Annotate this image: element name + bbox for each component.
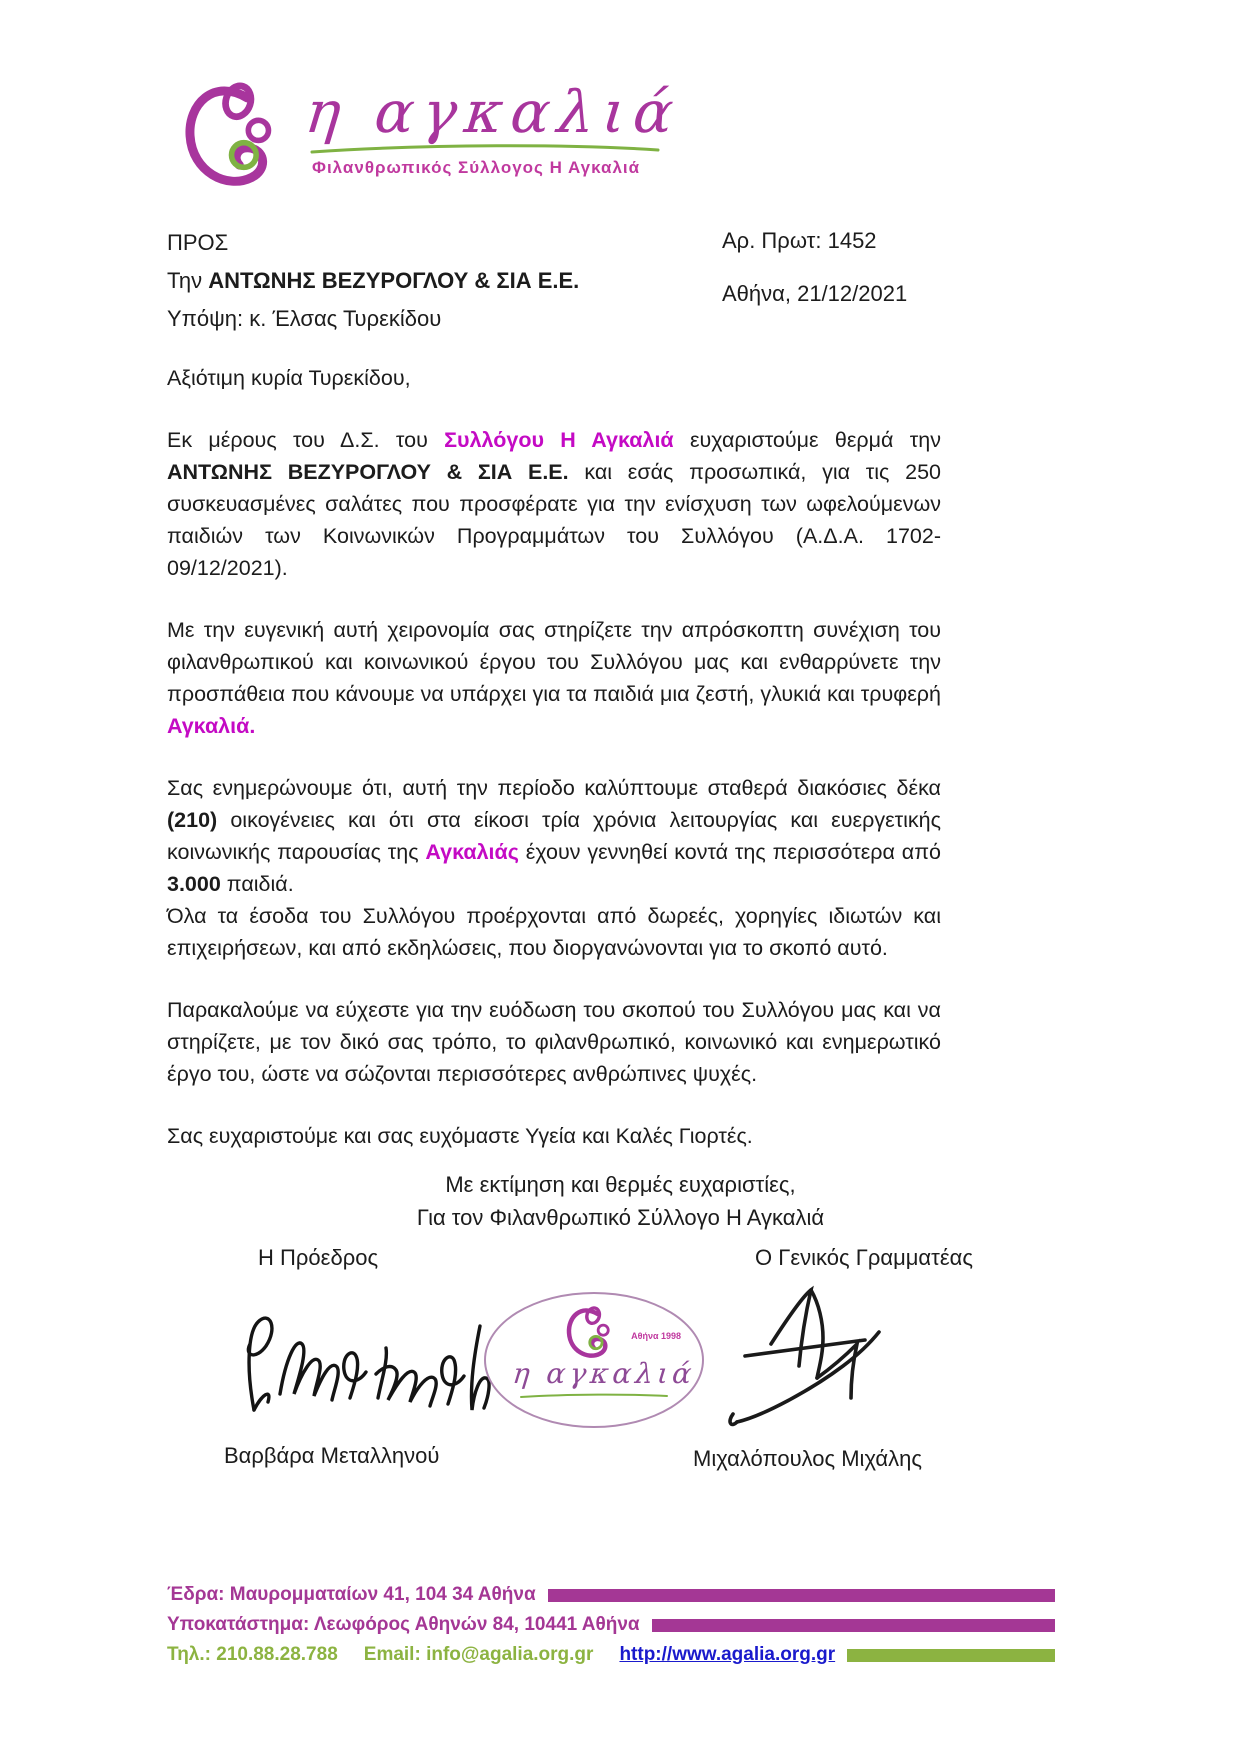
p2-seg0: Με την ευγενική αυτή χειρονομία σας στηρίζετε την απρόσκοπτη συνέχιση του φιλανθρωπικού και κοινωνικού έργου του Συλλόγου μας και ενθαρρύνετε την προσπάθεια που κάνουμε να υπάρχει για τα παιδιά μια ζεστή, γλυκιά και τρυφερή xyxy=(167,618,941,706)
hug-logo-icon xyxy=(172,80,300,192)
p3-210-bold: (210) xyxy=(167,808,218,832)
footer-branch-text: Υποκατάστημα: Λεωφόρος Αθηνών 84, 10441 Αθήνα xyxy=(167,1614,640,1635)
logo-green-underline xyxy=(310,142,660,156)
footer-line-hq xyxy=(167,1580,1055,1610)
p1-company-bold: ΑΝΤΩΝΗΣ ΒΕΖΥΡΟΓΛΟΥ & ΣΙΑ Ε.Ε. xyxy=(167,460,569,484)
closing-block xyxy=(0,1168,1241,1234)
protocol-number: Αρ. Πρωτ: 1452 xyxy=(722,228,877,253)
p3-agalia-highlight: Αγκαλιάς xyxy=(425,840,519,864)
footer-bar-magenta-1 xyxy=(548,1589,1055,1602)
city-date: Αθήνα, 21/12/2021 xyxy=(722,281,908,306)
footer-email-text: Email: info@agalia.org.gr xyxy=(363,1644,594,1665)
closing-line1: Με εκτίμηση και θερμές ευχαριστίες, xyxy=(445,1172,796,1197)
attention-line: Υπόψη: κ. Έλσας Τυρεκίδου xyxy=(167,306,442,331)
recipient-prefix: Την xyxy=(167,268,209,293)
stamp-small-text: Αθήνα 1998 xyxy=(631,1331,681,1341)
p3-seg6: παιδιά. xyxy=(220,872,294,896)
recipient-block xyxy=(167,224,579,338)
logo-text-block xyxy=(302,78,685,178)
closing-line2: Για τον Φιλανθρωπικό Σύλλογο Η Αγκαλιά xyxy=(416,1205,825,1230)
stamp-hug-icon xyxy=(561,1305,623,1361)
footer-line-contact xyxy=(167,1640,1055,1670)
paragraph-wishes: Σας ευχαριστούμε και σας ευχόμαστε Υγεία και Καλές Γιορτές. xyxy=(167,1124,753,1148)
recipient-line xyxy=(167,262,579,300)
recipient-name: ΑΝΤΩΝΗΣ ΒΕΖΥΡΟΓΛΟΥ & ΣΙΑ Ε.Ε. xyxy=(208,268,580,293)
stamp-green-underline xyxy=(519,1393,669,1399)
salutation: Αξιότιμη κυρία Τυρεκίδου, xyxy=(167,366,411,390)
president-signature xyxy=(228,1298,498,1433)
stamp-script-name: η αγκαλιά xyxy=(511,1357,697,1390)
paragraph-families xyxy=(167,772,941,900)
org-logo xyxy=(172,78,685,192)
footer-bar-magenta-2 xyxy=(652,1619,1055,1632)
footer-website-link[interactable]: http://www.agalia.org.gr xyxy=(619,1644,836,1665)
secretary-signature xyxy=(715,1282,905,1437)
p2-agalia-highlight: Αγκαλιά. xyxy=(167,714,256,738)
paragraph-thanks xyxy=(167,424,941,584)
p1-seg4: και εσάς προσωπικά, για τις 250 συσκευασμένες σαλάτες που προσφέρατε για την ενίσχυση των ωφελούμενων παιδιών των Κοινωνικών Προγραμμάτων του Συλλόγου (Α.Δ.Α. 1702-09/12/2021). xyxy=(167,460,941,580)
p3-seg2: οικογένειες και ότι στα είκοσι τρία χρόνια λειτουργίας και ευεργετικής κοινωνικής παρουσίας της xyxy=(167,808,941,864)
p1-seg2: ευχαριστούμε θερμά την xyxy=(673,428,941,452)
p1-org-highlight: Συλλόγου Η Αγκαλιά xyxy=(444,428,674,452)
p3-3000-bold: 3.000 xyxy=(167,872,221,896)
president-name: Βαρβάρα Μεταλληνού xyxy=(224,1443,440,1468)
org-subtitle: Φιλανθρωπικός Σύλλογος Η Αγκαλιά xyxy=(312,158,641,177)
protocol-date-block xyxy=(722,228,907,307)
stamp-inner xyxy=(499,1301,697,1419)
paragraph-income: Όλα τα έσοδα του Συλλόγου προέρχονται από δωρεές, χορηγίες ιδιωτών και επιχειρήσεων, και από εκδηλώσεις, που διοργανώνονται για το σκοπό αυτό. xyxy=(167,904,941,960)
p3-seg0: Σας ενημερώνουμε ότι, αυτή την περίοδο καλύπτουμε σταθερά διακόσιες δέκα xyxy=(167,776,941,800)
paragraph-request: Παρακαλούμε να εύχεστε για την ευόδωση του σκοπού του Συλλόγου μας και να στηρίζετε, με τον δικό σας τρόπο, το φιλανθρωπικό, κοινωνικό και ενημερωτικό έργο του, ώστε να σώζονται περισσότερες ανθρώπινες ψυχές. xyxy=(167,998,941,1086)
org-stamp xyxy=(484,1292,704,1428)
p1-seg0: Εκ μέρους του Δ.Σ. του xyxy=(167,428,445,452)
p3-seg4: έχουν γεννηθεί κοντά της περισσότερα από xyxy=(518,840,941,864)
footer-bar-green xyxy=(847,1649,1055,1662)
paragraph-gesture xyxy=(167,614,941,742)
footer xyxy=(167,1580,1055,1670)
footer-hq-text: Έδρα: Μαυρομματαίων 41, 104 34 Αθήνα xyxy=(167,1584,536,1605)
role-secretary: Ο Γενικός Γραμματέας xyxy=(755,1245,973,1270)
to-label: ΠΡΟΣ xyxy=(167,230,229,255)
role-president: Η Πρόεδρος xyxy=(258,1245,379,1270)
letter-body xyxy=(167,362,941,1152)
org-script-name: η αγκαλιά xyxy=(302,78,685,146)
secretary-name: Μιχαλόπουλος Μιχάλης xyxy=(693,1446,922,1471)
footer-line-branch xyxy=(167,1610,1055,1640)
footer-tel-text: Τηλ.: 210.88.28.788 xyxy=(167,1644,338,1665)
